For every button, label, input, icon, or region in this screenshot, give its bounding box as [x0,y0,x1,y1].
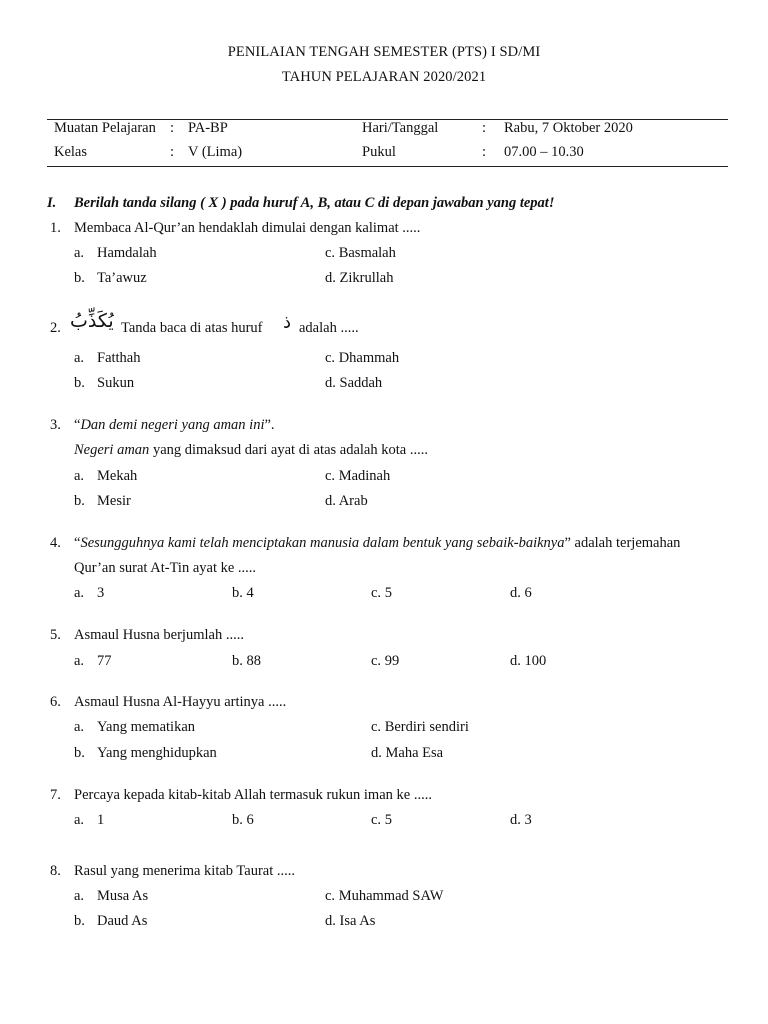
option-letter: b. [74,493,85,509]
question-text: Membaca Al-Qur’an hendaklah dimulai dengan kalimat ..... [74,220,421,236]
option-d [325,376,382,391]
option-text: Saddah [339,375,383,391]
option-text: 6 [246,812,254,828]
option-c [325,351,399,366]
option-a: Fatthah [97,350,141,366]
option-letter: c. [325,468,336,484]
option-letter: a. [74,585,85,601]
time-label: Pukul [362,144,396,160]
option-a: 77 [97,653,112,669]
class-value: V (Lima) [188,144,243,160]
option-letter: d. [371,745,382,761]
option-letter: b. [74,913,85,929]
option-text: Basmalah [338,245,396,261]
question-text: Asmaul Husna Al-Hayyu artinya ..... [74,694,287,710]
arabic-letter: ذ [283,312,292,333]
option-c [325,246,396,261]
option-letter: d. [325,913,336,929]
option-c [371,720,469,735]
option-letter: a. [74,888,85,904]
option-a: Hamdalah [97,245,157,261]
question-number: 4. [50,535,61,551]
colon: : [170,120,175,136]
quote-text: Sesungguhnya kami telah menciptakan manusia dalam bentuk yang sebaik-baiknya [80,535,565,551]
option-text: 4 [246,585,254,601]
option-letter: b. [74,270,85,286]
colon: : [482,120,487,136]
option-d [371,746,443,761]
option-letter: d. [325,270,336,286]
option-c [371,586,392,601]
section-instruction: Berilah tanda silang ( X ) pada huruf A, B, atau C di depan jawaban yang tepat! [74,195,555,211]
colon: : [170,144,175,160]
option-a: 1 [97,812,105,828]
question-text: adalah ..... [299,320,359,336]
question-number: 5. [50,627,61,643]
option-text: Maha Esa [385,745,444,761]
info-bottom-rule [47,166,728,167]
option-text: Berdiri sendiri [384,719,469,735]
option-c [371,654,399,669]
question-number: 6. [50,694,61,710]
option-text: 3 [524,812,532,828]
option-a: 3 [97,585,105,601]
option-d [510,654,546,669]
section-number: I. [47,195,57,211]
option-a: Yang mematikan [97,719,196,735]
option-d [510,813,532,828]
option-d [325,914,375,929]
option-letter: a. [74,653,85,669]
option-letter: a. [74,812,85,828]
option-letter: a. [74,350,85,366]
option-text: 5 [384,812,392,828]
option-letter: c. [371,812,382,828]
option-letter: b. [232,812,243,828]
option-c [371,813,392,828]
option-d [510,586,532,601]
option-letter: a. [74,245,85,261]
option-letter: a. [74,719,85,735]
question-text-rest: yang dimaksud dari ayat di atas adalah kota ..... [149,442,428,458]
option-text: 6 [524,585,532,601]
option-letter: c. [325,245,336,261]
option-b [232,813,254,828]
option-letter: a. [74,468,85,484]
option-text: Madinah [338,468,391,484]
option-letter: b. [232,585,243,601]
option-letter: c. [325,888,336,904]
quote-text: Dan demi negeri yang aman ini [80,417,265,433]
option-b: Ta’awuz [97,270,147,286]
option-text: Muhammad SAW [338,888,444,904]
question-text [74,443,428,458]
question-text: Rasul yang menerima kitab Taurat ..... [74,863,295,879]
option-a: Mekah [97,468,138,484]
option-b: Daud As [97,913,148,929]
question-text-line2: Qur’an surat At-Tin ayat ke ..... [74,560,257,576]
option-letter: d. [510,653,521,669]
question-number: 8. [50,863,61,879]
option-c [325,469,390,484]
option-text: 88 [246,653,261,669]
question-text-rest: adalah terjemahan [570,535,681,551]
option-letter: b. [232,653,243,669]
question-number: 2. [50,320,61,336]
option-text: Dhammah [338,350,400,366]
option-b: Sukun [97,375,135,391]
question-text: Tanda baca di atas huruf [121,320,263,336]
question-number: 7. [50,787,61,803]
option-letter: c. [371,719,382,735]
option-letter: d. [325,493,336,509]
question-text: Asmaul Husna berjumlah ..... [74,627,244,643]
date-value: Rabu, 7 Oktober 2020 [504,120,633,136]
subject-value: PA-BP [188,120,228,136]
date-label: Hari/Tanggal [362,120,439,136]
option-letter: c. [325,350,336,366]
school-year: TAHUN PELAJARAN 2020/2021 [281,69,487,85]
time-value: 07.00 – 10.30 [504,144,584,160]
option-b [232,586,254,601]
question-number: 3. [50,417,61,433]
option-b [232,654,261,669]
question-quote: “Dan demi negeri yang aman ini”. [74,417,275,433]
italic-term: Negeri aman [74,442,150,458]
option-d [325,271,393,286]
option-text: Zikrullah [339,270,394,286]
exam-title: PENILAIAN TENGAH SEMESTER (PTS) I SD/MI [227,44,541,60]
option-text: 99 [384,653,400,669]
option-text: 5 [384,585,392,601]
option-d [325,494,368,509]
option-letter: c. [371,653,382,669]
subject-label: Muatan Pelajaran [54,120,156,136]
option-c [325,889,443,904]
question-text: “Sesungguhnya kami telah menciptakan manusia dalam bentuk yang sebaik-baiknya” adalah terjemahan [74,535,681,551]
option-letter: d. [325,375,336,391]
option-letter: b. [74,375,85,391]
option-text: Arab [338,493,368,509]
option-letter: b. [74,745,85,761]
arabic-word: يُكَذِّبُ [70,310,114,332]
option-text: Isa As [339,913,376,929]
option-letter: d. [510,585,521,601]
option-b: Yang menghidupkan [97,745,217,761]
class-label: Kelas [54,144,88,160]
option-letter: d. [510,812,521,828]
option-b: Mesir [97,493,131,509]
question-number: 1. [50,220,61,236]
question-text: Percaya kepada kitab-kitab Allah termasuk rukun iman ke ..... [74,787,432,803]
option-text: 100 [524,653,547,669]
option-a: Musa As [97,888,149,904]
option-letter: c. [371,585,382,601]
colon: : [482,144,487,160]
